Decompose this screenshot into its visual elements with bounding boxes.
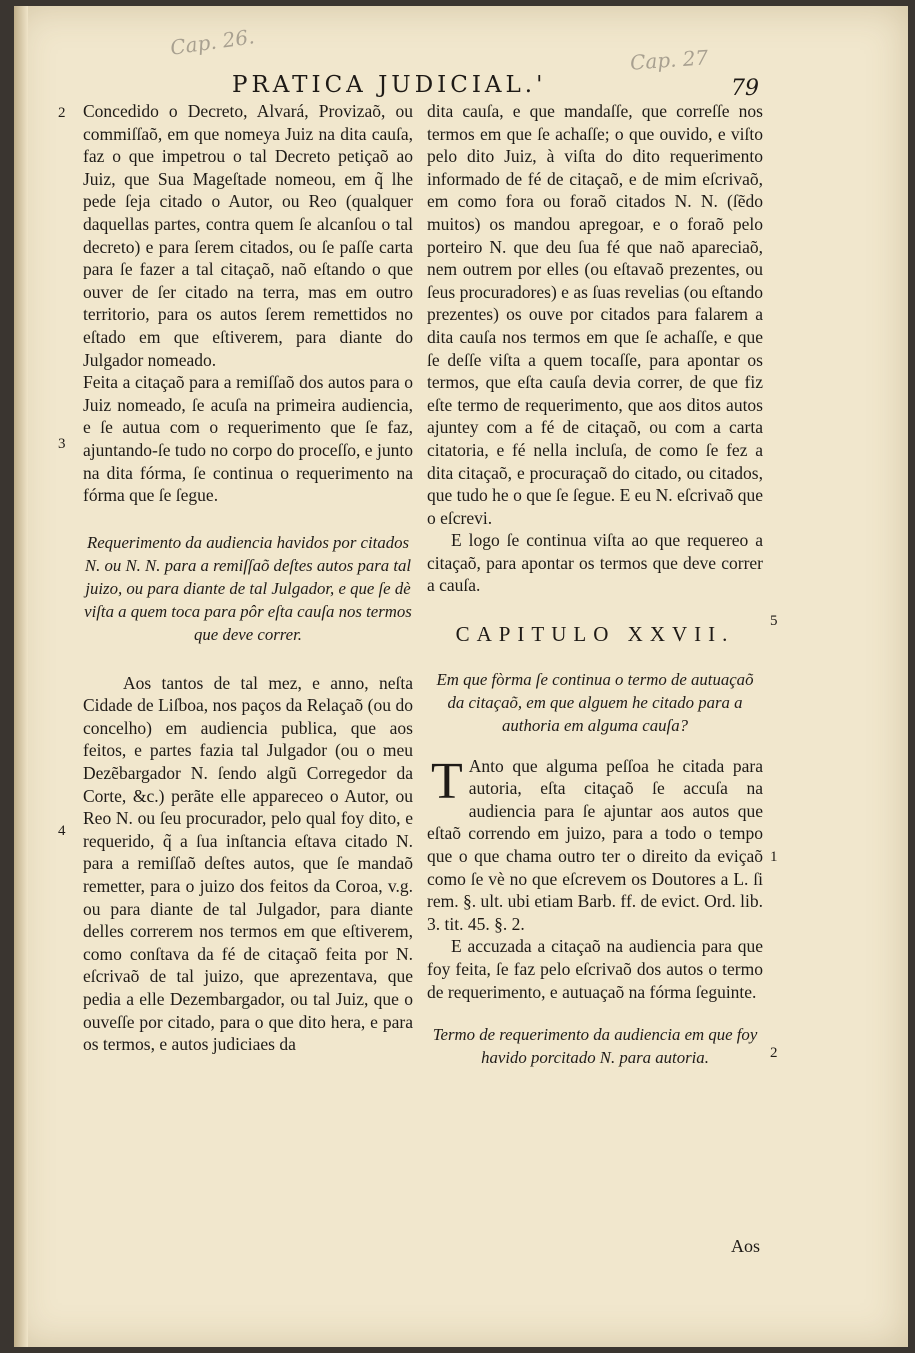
paragraph-number: 1 — [770, 849, 778, 865]
handwritten-note-left: Cap. 26. — [168, 24, 256, 60]
drop-cap: T — [431, 752, 463, 810]
right-column — [427, 100, 778, 1069]
page-number: 79 — [731, 76, 759, 101]
paragraph-number: 4 — [58, 823, 66, 839]
page-gutter — [14, 6, 28, 1347]
paragraph-2: Concedido o Decreto, Alvará, Provizaõ, ou commiſſaõ, em que nomeya Juiz na dita cauſa, faz o que impetrou o tal Decreto petiçaõ ao Juiz, que Sua Mageſtade nomeou, em q̃ lhe pede ſeja citado o Autor, ou Reo (qualquer daquellas partes, contra quem ſe alcanſou o tal decreto) e para ſerem citados, ou ſe paſſe carta para ſe fazer a tal citaçaõ, naõ eſtando o que ouver de ſer citado na terra, mas em outro territorio, para os autos ſerem remettidos no eſtado em que eſtiverem, para diante do Julgador nomeado. — [83, 101, 413, 370]
section-heading-italic-2: Termo de requerimento da audiencia em que foy havido porcitado N. para autoria. — [432, 1025, 758, 1068]
paragraph-5: E logo ſe continua viſta ao que requereo a citaçaõ, para apontar os termos que deve correr a cauſa. — [427, 530, 763, 596]
paragraph-1: Anto que alguma peſſoa he citada para autoria, eſta citaçaõ ſe accuſa na audiencia para ſe ajuntar aos autos que eſtaõ correndo em juizo, para a todo o tempo que o que chama outro ter o direito da eviçaõ como ſe vè no que eſcrevem os Doutores a L. ſi rem. §. ult. ubi etiam Barb. ff. de evict. Ord. lib. 3. tit. 45. §. 2. — [427, 755, 763, 934]
paragraph-1-block — [427, 752, 763, 936]
catchword: Aos — [731, 1236, 761, 1256]
paragraph-number: 3 — [58, 436, 66, 452]
paragraph-4: Aos tantos de tal mez, e anno, neſta Cidade de Liſboa, nos paços da Relaçaõ (ou do concelho) em audiencia publica, que aos feitos, e partes fazia tal Julgador (ou o meu Dezẽbargador N. ſendo algũ Corregedor da Corte, &c.) perãte elle appareceo o Autor, ou Reo N. ou ſeu procurador, pelo qual foy dito, e requerido, q̃ a ſua inſtancia eſtava citado N. para a remiſſaõ deſtes autos, que ſe mandaõ remetter, para o juizo dos feitos da Coroa, v.g. ou para diante de tal Julgador, para diante delles correrem nos termos em que eſtiverem, como conſtava da fé de citaçaõ feita por N. eſcrivaõ de tal juizo, que aprezentava, que pedia a elle Dezembargador, ou tal Juiz, que o ouveſſe por citado, para o que dito hera, e para os termos, e autos judiciaes da — [83, 672, 413, 1055]
section-heading-italic: Requerimento da audiencia havidos por citados N. ou N. N. para a remiſſaõ deſtes autos para tal juizo, ou para diante de tal Julgador, e que ſe dè viſta a quem toca para pôr eſta cauſa nos termos que deve correr. — [84, 532, 412, 644]
chapter-heading: CAPITULO XXVII. — [455, 622, 735, 647]
chapter-title: Em que fòrma ſe continua o termo de autuaçaõ da citaçaõ, em que alguem he citado para a authoria em alguma cauſa? — [436, 669, 754, 735]
running-head: PRATICA JUDICIAL.' — [232, 72, 547, 98]
paragraph-number: 2 — [770, 1045, 778, 1061]
paragraph-2-right: E accuzada a citaçaõ na audiencia para que foy feita, ſe faz pelo eſcrivaõ dos autos o termo de requerimento, e autuaçaõ na fórma ſeguinte. — [427, 936, 763, 1002]
paragraph-number: 2 — [58, 105, 66, 121]
left-column — [58, 100, 413, 1056]
continued-text: dita cauſa, e que mandaſſe, que correſſe nos termos em que ſe achaſſe; o que ouvido, e viſto pelo dito Juiz, à viſta do dito requerimento informado de fé de citaçaõ, e de mim eſcrivaõ, em como fora ou foraõ citados N. N. (ſẽdo muitos) os mandou apregoar, e o foraõ pelo porteiro N. que deu ſua fé que naõ apareciaõ, nem outrem por elles (ou eſtavaõ prezentes, ou ſeus procuradores) e as ſuas revelias (ou eſtando prezentes) os ouve por citados para falarem a dita cauſa nos termos em que ſe achaſſe, e que ſe deſſe viſta a quem tocaſſe, para apontar os termos, que eſta cauſa devia correr, de que fiz eſte termo de requerimento, que aos ditos autos ajuntey com a fé de citaçaõ, ou com a carta citatoria, e fé nella incluſa, de como ſe fez a dita citaçaõ, e procuraçaõ do citado, ou citados, que tudo he o que ſe ſegue. E eu N. eſcrivaõ que o eſcrevi. — [427, 101, 763, 528]
handwritten-note-right: Cap. 27 — [629, 45, 709, 75]
paragraph-3: Feita a citaçaõ para a remiſſaõ dos autos para o Juiz nomeado, ſe acuſa na primeira audiencia, e ſe autua com o requerimento que ſe faz, ajuntando-ſe tudo no corpo do proceſſo, e junto na dita fórma, ſe continua o requerimento na fórma que ſe ſegue. — [83, 372, 413, 506]
paragraph-number: 5 — [770, 613, 778, 629]
